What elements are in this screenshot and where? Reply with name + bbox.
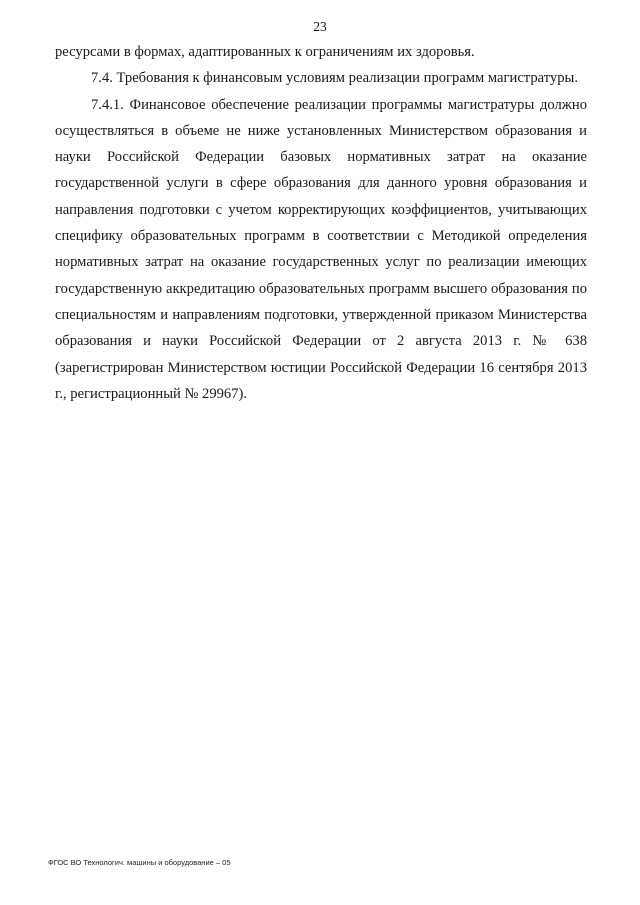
section-heading-7-4: 7.4. Требования к финансовым условиям реализации программ магистратуры. [91,70,578,87]
document-body [55,39,587,407]
paragraph-continuation: ресурсами в формах, адаптированных к ограничениям их здоровья. [55,44,475,60]
paragraph-7-4-1: 7.4.1. Финансовое обеспечение реализации программы магистратуры должно осуществляться в объеме не ниже установленных Министерством образования и науки Российской Федерации базовых нормативных затрат на оказание государственной услуги в сфере образования для данного уровня образования и направления подготовки с учетом корректирующих коэффициентов, учитывающих специфику образовательных программ в соответствии с Методикой определения нормативных затрат на оказание государственных услуг по реализации имеющих государственную аккредитацию образовательных программ высшего образования по специальностям и направлениям подготовки, утвержденной приказом Министерства образования и науки Российской Федерации от 2 августа 2013 г. № 638 (зарегистрирован Министерством юстиции Российской Федерации 16 сентября 2013 г., регистрационный № 29967). [55,96,587,402]
page-number: 23 [313,19,327,34]
document-footer: ФГОС ВО Технологич. машины и оборудование – 05 [48,858,231,867]
